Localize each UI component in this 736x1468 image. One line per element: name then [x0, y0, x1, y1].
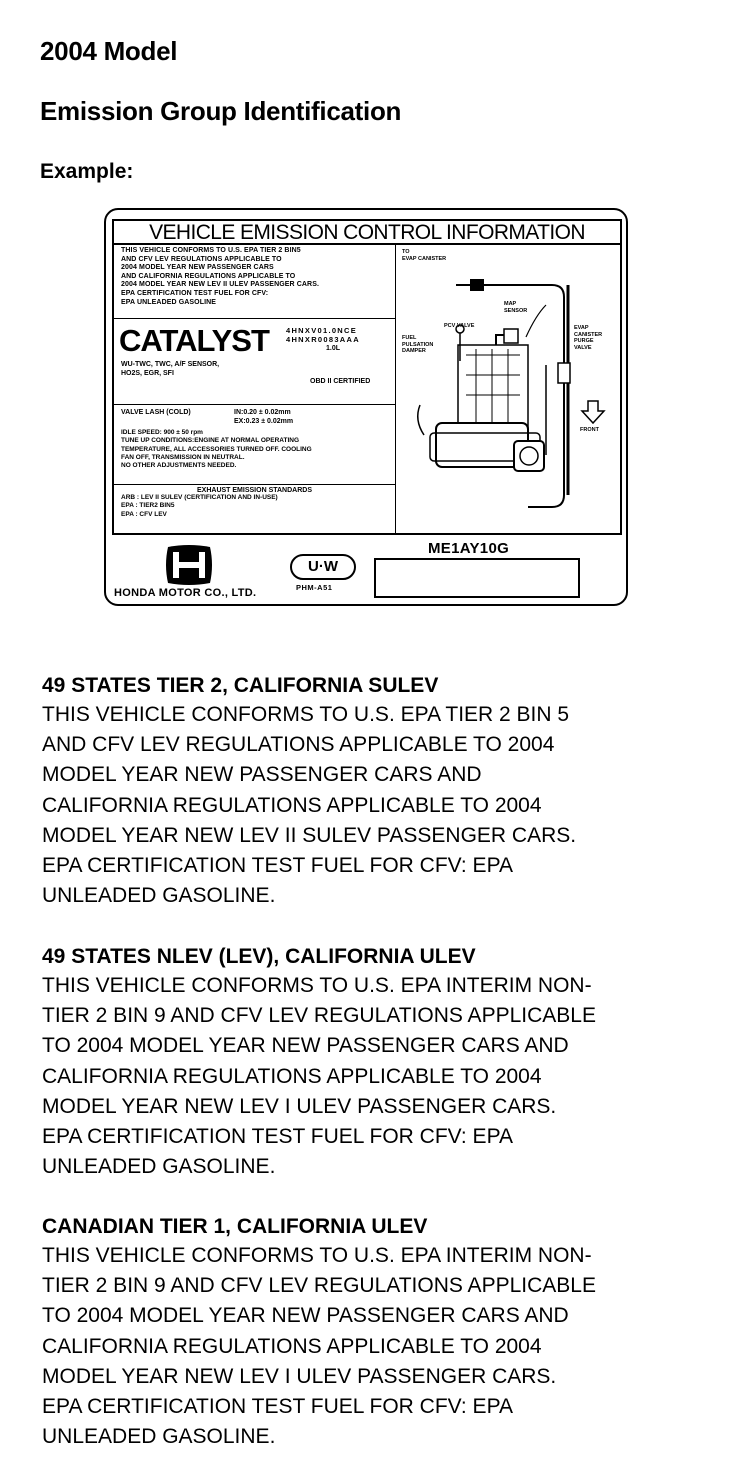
section-line: THIS VEHICLE CONFORMS TO U.S. EPA INTERIM NON-	[42, 1244, 592, 1267]
valve-lash-label: VALVE LASH (COLD)	[121, 409, 191, 416]
conformity-block	[114, 245, 395, 319]
section-line: TIER 2 BIN 9 AND CFV LEV REGULATIONS APPLICABLE	[42, 1274, 596, 1298]
standards-block	[114, 485, 395, 533]
connector-shape	[470, 279, 484, 291]
uw-mark: U·W	[290, 554, 356, 580]
valve-lash-block	[114, 405, 395, 485]
conformity-text: THIS VEHICLE CONFORMS TO U.S. EPA TIER 2 BIN5 AND CFV LEV REGULATIONS APPLICABLE TO 2004 MODEL YEAR NEW PASSENGER CARS AND CALIFORNIA REGULATIONS APPLICABLE TO 2004 MODEL YEAR NEW LEV II ULEV PASSENGER CARS. EPA CERTIFICATION TEST FUEL FOR CFV: EPA UNLEADED GASOLINE	[121, 247, 320, 306]
to-evap-label: TO EVAP CANISTER	[402, 249, 447, 262]
engine-block-shape	[458, 345, 528, 435]
section-title: 49 STATES NLEV (LEV), CALIFORNIA ULEV	[42, 945, 476, 968]
section-line: MODEL YEAR NEW PASSENGER CARS AND	[42, 763, 482, 787]
section-line: MODEL YEAR NEW LEV I ULEV PASSENGER CARS.	[42, 1094, 557, 1118]
label-title: VEHICLE EMISSION CONTROL INFORMATION	[114, 221, 620, 245]
section-line: THIS VEHICLE CONFORMS TO U.S. EPA INTERIM NON-	[42, 974, 592, 997]
code-box	[374, 558, 580, 598]
label-text-column	[114, 245, 396, 533]
section-line: MODEL YEAR NEW LEV I ULEV PASSENGER CARS.	[42, 1364, 557, 1388]
displacement: 1.0L	[326, 345, 341, 352]
standards-header: EXHAUST EMISSION STANDARDS	[197, 487, 312, 494]
section-line: THIS VEHICLE CONFORMS TO U.S. EPA TIER 2 BIN 5	[42, 703, 570, 726]
emission-info-panel	[112, 219, 622, 535]
section-title: 49 STATES TIER 2, CALIFORNIA SULEV	[42, 674, 439, 697]
standards-list: ARB : LEV II SULEV (CERTIFICATION AND IN-USE) EPA : TIER2 BIN5 EPA : CFV LEV	[121, 494, 278, 518]
honda-logo-icon	[162, 544, 216, 586]
section-heading: Emission Group Identification	[40, 96, 402, 126]
valve-lash-values: IN:0.20 ± 0.02mm EX:0.23 ± 0.02mm	[234, 409, 294, 425]
example-label: Example:	[40, 160, 134, 183]
pcv-valve-label: PCV VALVE	[444, 323, 475, 329]
section-line: TO 2004 MODEL YEAR NEW PASSENGER CARS AND	[42, 1304, 569, 1328]
section-line: CALIFORNIA REGULATIONS APPLICABLE TO 2004	[42, 793, 542, 817]
section-line: AND CFV LEV REGULATIONS APPLICABLE TO 2004	[42, 733, 555, 757]
emission-label	[104, 208, 628, 606]
section-line: TIER 2 BIN 9 AND CFV LEV REGULATIONS APPLICABLE	[42, 1004, 596, 1028]
section-line: TO 2004 MODEL YEAR NEW PASSENGER CARS AND	[42, 1034, 569, 1058]
section-line: MODEL YEAR NEW LEV II SULEV PASSENGER CARS.	[42, 823, 577, 847]
section-title: CANADIAN TIER 1, CALIFORNIA ULEV	[42, 1215, 428, 1238]
section-line: CALIFORNIA REGULATIONS APPLICABLE TO 2004	[42, 1334, 542, 1358]
front-label: FRONT	[580, 427, 599, 433]
fuel-damper-label: FUEL PULSATION DAMPER	[402, 335, 434, 354]
emission-group-code: ME1AY10G	[428, 540, 510, 557]
section-line: EPA CERTIFICATION TEST FUEL FOR CFV: EPA	[42, 1125, 514, 1149]
catalyst-block	[114, 319, 395, 405]
section-line: CALIFORNIA REGULATIONS APPLICABLE TO 2004	[42, 1064, 542, 1088]
obd-certification: OBD II CERTIFIED	[310, 378, 371, 385]
phm-code: PHM-A51	[296, 583, 333, 592]
purge-valve-label: EVAP CANISTER PURGE VALVE	[574, 325, 603, 351]
map-sensor-shape	[504, 329, 518, 343]
section-line: UNLEADED GASOLINE.	[42, 1155, 276, 1179]
manufacturer-name: HONDA MOTOR CO., LTD.	[114, 587, 257, 599]
engine-codes: 4HNXV01.0NCE 4HNXR0083AAA	[286, 326, 360, 344]
front-arrow-icon	[582, 401, 604, 423]
sensor-list: WU-TWC, TWC, A/F SENSOR, HO2S, EGR, SFI	[121, 361, 220, 377]
map-sensor-label: MAP SENSOR	[504, 301, 528, 314]
throttle-body-shape	[514, 441, 544, 471]
section-line: EPA CERTIFICATION TEST FUEL FOR CFV: EPA	[42, 1395, 514, 1419]
engine-diagram-svg	[396, 245, 622, 533]
section-canadian-ulev	[42, 1212, 722, 1452]
page-title: 2004 Model	[40, 36, 178, 66]
purge-valve-shape	[558, 363, 570, 383]
section-line: UNLEADED GASOLINE.	[42, 1425, 276, 1449]
tune-up-conditions: IDLE SPEED: 900 ± 50 rpm TUNE UP CONDITIONS:ENGINE AT NORMAL OPERATING TEMPERATURE, ALL ACCESSORIES TURNED OFF. COOLING FAN OFF, TRANSMISSION IN NEUTRAL. NO OTHER ADJUSTMENTS NEEDED.	[121, 429, 312, 470]
section-line: UNLEADED GASOLINE.	[42, 884, 276, 908]
vacuum-hose-diagram	[396, 245, 622, 533]
catalyst-text: CATALYST	[119, 323, 269, 358]
section-nlev-ulev	[42, 942, 722, 1182]
section-sulev	[42, 671, 722, 911]
section-line: EPA CERTIFICATION TEST FUEL FOR CFV: EPA	[42, 854, 514, 878]
